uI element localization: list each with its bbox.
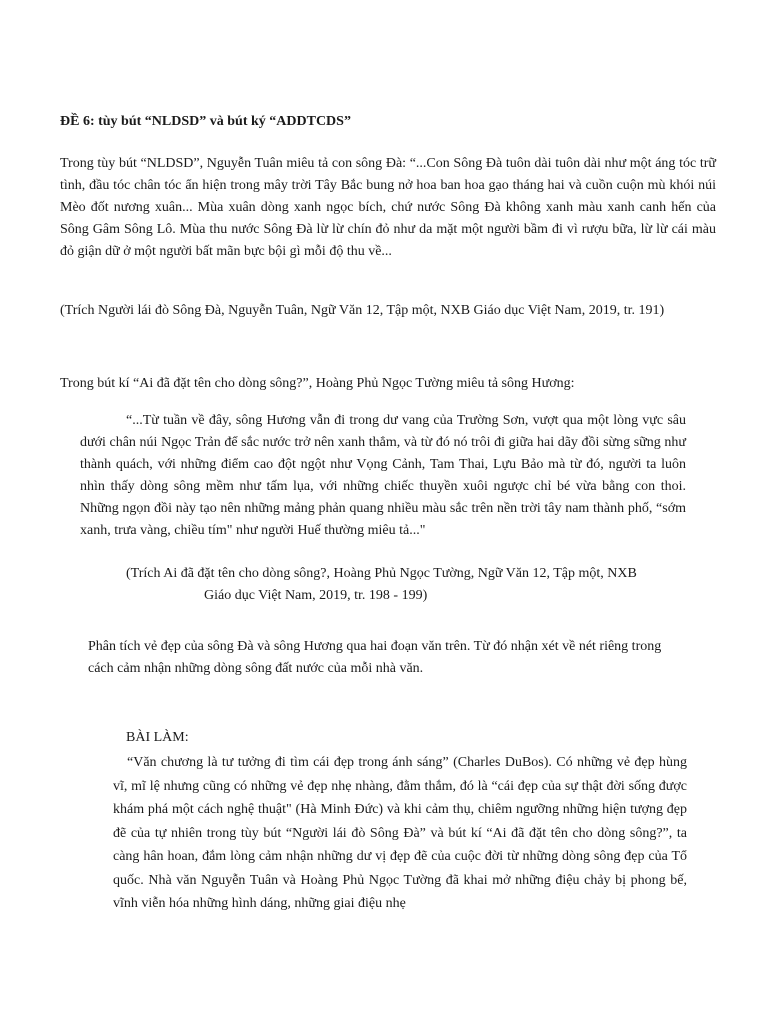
passage-song-huong-quote: “...Từ tuần về đây, sông Hương vẫn đi trong dư vang của Trường Sơn, vượt qua một lòng vực sâu dưới chân núi Ngọc Trản để sắc nước trở nên xanh thẳm, và từ đó nó trôi đi giữa hai dãy đồi sừng sững như thành quách, với những điểm cao đột ngột như Vọng Cảnh, Tam Thai, Lựu Bảo mà từ đó, người ta luôn nhìn thấy dòng sông mềm như tấm lụa, với những chiếc thuyền xuôi ngược chỉ bé vừa bằng con thoi. Những ngọn đồi này tạo nên những mảng phản quang nhiều màu sắc trên nền trời tây nam thành phố, “sớm xanh, trưa vàng, chiều tím" như người Huế thường miêu tả..." — [80, 413, 686, 538]
passage-song-huong-intro: Trong bút kí “Ai đã đặt tên cho dòng sông?”, Hoàng Phủ Ngọc Tường miêu tả sông Hương: — [60, 376, 575, 391]
bai-lam-heading: BÀI LÀM: — [126, 730, 189, 745]
exam-task: Phân tích vẻ đẹp của sông Đà và sông Hương qua hai đoạn văn trên. Từ đó nhận xét về nét riêng trong cách cảm nhận những dòng sông đất nước của mỗi nhà văn. — [88, 639, 662, 676]
citation-song-huong-line1: (Trích Ai đã đặt tên cho dòng sông?, Hoàng Phủ Ngọc Tường, Ngữ Văn 12, Tập một, NXB — [126, 566, 637, 581]
exam-title: ĐỀ 6: tùy bút “NLDSD” và bút ký “ADDTCDS” — [60, 114, 351, 129]
citation-song-huong-line2: Giáo dục Việt Nam, 2019, tr. 198 - 199) — [204, 588, 428, 603]
citation-song-da: (Trích Người lái đò Sông Đà, Nguyễn Tuân, Ngữ Văn 12, Tập một, NXB Giáo dục Việt Nam, 2019, tr. 191) — [60, 303, 665, 318]
citation-song-huong — [126, 563, 686, 607]
passage-song-da: Trong tùy bút “NLDSD”, Nguyễn Tuân miêu tả con sông Đà: “...Con Sông Đà tuôn dài tuôn dài như một áng tóc trữ tình, đầu tóc chân tóc ẩn hiện trong mây trời Tây Bắc bung nở hoa ban hoa gạo tháng hai và cuồn cuộn mù khói núi Mèo đốt nương xuân... Mùa xuân dòng xanh ngọc bích, chứ nước Sông Đà không xanh màu xanh canh hến của Sông Gâm Sông Lô. Mùa thu nước Sông Đà lừ lừ chín đỏ như da mặt một người bầm đi vì rượu bữa, lừ lừ cái màu đỏ giận dữ ở một người bất mãn bực bội gì mỗi độ thu về... — [60, 156, 716, 259]
essay-opening: “Văn chương là tư tưởng đi tìm cái đẹp trong ánh sáng” (Charles DuBos). Có những vẻ đẹp hùng vĩ, mĩ lệ nhưng cũng có những vẻ đẹp nhẹ nhàng, đằm thắm, đó là “cái đẹp của sự thật đời sống được khám phá một cách nghệ thuật" (Hà Minh Đức) và khi cảm thụ, chiêm ngưỡng những hiện tượng đẹp đẽ của tự nhiên trong tùy bút “Người lái đò Sông Đà” và bút kí “Ai đã đặt tên cho dòng sông?”, ta càng hân hoan, đắm lòng cảm nhận những dư vị đẹp đẽ của cuộc đời từ những dòng sông đẹp của Tổ quốc. Nhà văn Nguyễn Tuân và Hoàng Phủ Ngọc Tường đã khai mở những điệu chảy bị phong bế, vĩnh viễn hóa những hình dáng, những giai điệu nhẹ — [113, 755, 687, 911]
